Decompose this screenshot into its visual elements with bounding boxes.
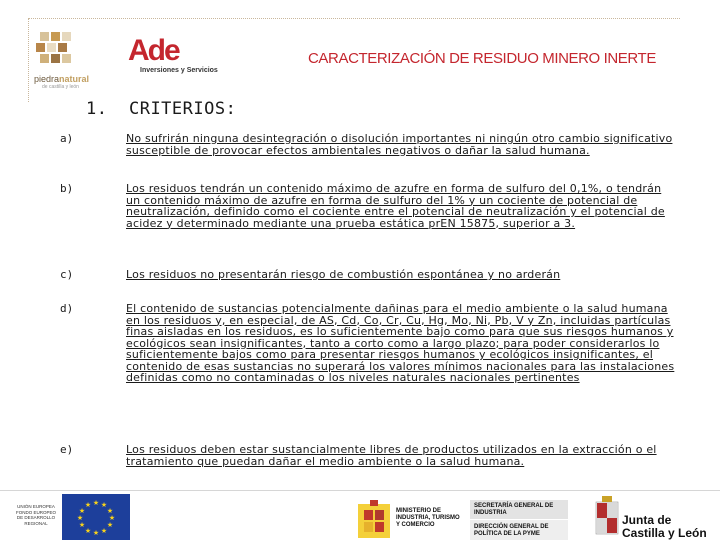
svg-text:★: ★ [78, 507, 86, 515]
piedranatural-logo-subtitle: de castilla y león [42, 84, 79, 90]
list-item-label: c) [60, 268, 74, 281]
section-heading: 1. CRITERIOS: [86, 99, 237, 119]
list-item-label: e) [60, 443, 74, 456]
piedranatural-logo-mark [36, 30, 76, 76]
list-item-text: No sufrirán ninguna desintegración o disolución importantes ni ningún otro cambio significativo susceptible de provocar efectos ambientales negativos o dañar la salud humana. [126, 132, 673, 157]
svg-text:★: ★ [78, 521, 86, 529]
svg-text:★: ★ [76, 514, 84, 522]
svg-text:★: ★ [106, 521, 114, 529]
jcyl-coat-of-arms-icon [594, 496, 620, 538]
direccion-box: DIRECCIÓN GENERAL DE POLÍTICA DE LA PYME [470, 520, 568, 540]
ue-feder-label: UNIÓN EUROPEA FONDO EUROPEO DE DESARROLLO REGIONAL [15, 504, 56, 526]
svg-text:★: ★ [84, 527, 92, 535]
header-border-left [28, 18, 29, 102]
svg-text:★: ★ [92, 529, 100, 537]
footer-divider [0, 490, 720, 491]
header-border-top [28, 18, 680, 19]
list-item-text: Los residuos tendrán un contenido máximo de azufre en forma de sulfuro del 0,1%, o tendrán un contenido máximo de azufre en forma de sulfuro del 1% y un cociente de potencial de neutralización, definido como el cociente entre el potencial de neutralización y el potencial de acidez y determinado mediante una prueba estática prEN 15875, superior a 3. [126, 182, 665, 230]
ministry-logo [356, 500, 568, 540]
svg-text:★: ★ [92, 499, 100, 507]
svg-text:★: ★ [100, 501, 108, 509]
svg-text:★: ★ [108, 514, 116, 522]
list-item-text: Los residuos deben estar sustancialmente libres de productos utilizados en la extracción o el tratamiento que puedan dañar el medio ambiente o la salud humana. [126, 443, 657, 468]
secretaria-box: SECRETARÍA GENERAL DE INDUSTRIA [470, 500, 568, 519]
list-item-label: b) [60, 182, 74, 195]
piedranatural-logo-text: piedranatural [34, 74, 90, 84]
spain-coat-of-arms-icon [356, 500, 392, 540]
svg-text:★: ★ [84, 501, 92, 509]
list-item-text: El contenido de sustancias potencialmente dañinas para el medio ambiente o la salud humana en los residuos y, en especial, de AS, Cd, Co, Cr, Cu, Hg, Mo, Ni, Pb, V y Zn, incluidas partículas finas aisladas en los residuos, es lo suficientemente bajo como para que sus riesgos humanos y ecológicos sean insignificantes, tanto a corto como a largo plazo; para poder considerarlos lo suficientemente bajos como para presentar riesgos humanos y ecológicos insignificantes, el contenido de esas sustancias no superará los valores mínimos nacionales para las instalaciones definidas como no contaminadas o los niveles naturales nacionales pertinentes [126, 302, 675, 384]
list-item-label: d) [60, 302, 74, 315]
page-title: CARACTERIZACIÓN DE RESIDUO MINERO INERTE [308, 50, 656, 67]
jcyl-label: Junta de Castilla y León [622, 513, 707, 540]
ade-logo: Ade [128, 34, 179, 67]
ade-logo-subtitle: Inversiones y Servicios [140, 67, 218, 74]
list-item-label: a) [60, 132, 74, 145]
eu-flag-icon [62, 494, 130, 540]
svg-text:★: ★ [106, 507, 114, 515]
ministry-label: MINISTERIO DE INDUSTRIA, TURISMO Y COMERCIO [396, 508, 460, 528]
list-item-text: Los residuos no presentarán riesgo de combustión espontánea y no arderán [126, 268, 561, 281]
svg-text:★: ★ [100, 527, 108, 535]
